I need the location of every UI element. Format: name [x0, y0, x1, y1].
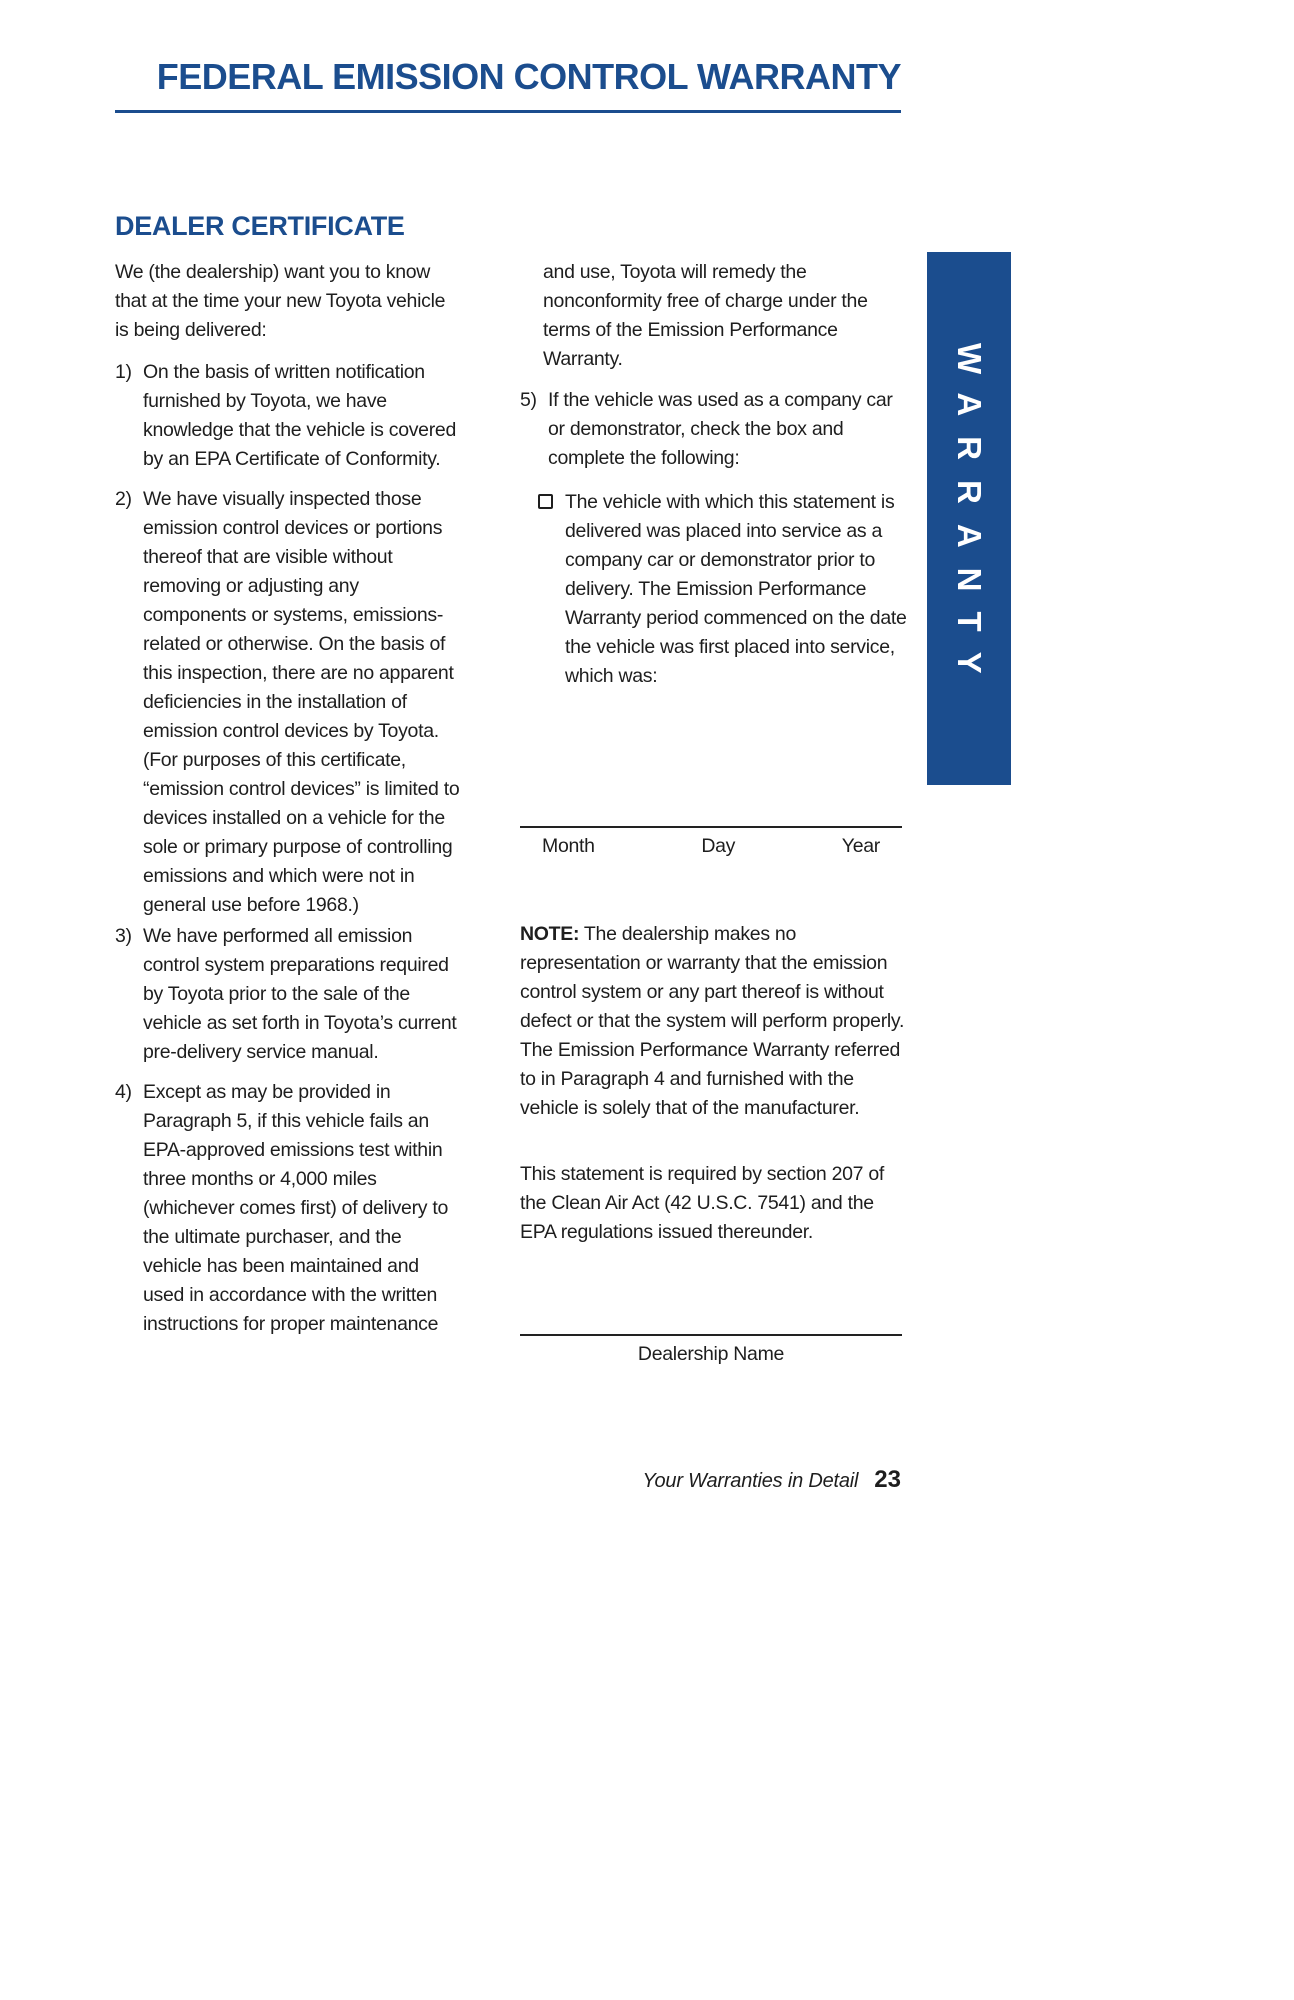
- date-entry-block: [520, 826, 902, 858]
- item-4-number: 4): [115, 1081, 132, 1103]
- item-3-number: 3): [115, 925, 132, 947]
- list-item-4: [115, 1078, 463, 1339]
- date-labels: [520, 835, 902, 858]
- checkbox-icon[interactable]: [538, 494, 553, 509]
- warranty-side-tab: [927, 252, 1011, 785]
- page-footer: [115, 1466, 901, 1494]
- note-text: The dealership makes no representation or warranty that the emission control system or any part thereof is without defect or that the system will perform properly. The Emission Performance Warranty referred to in Paragraph 4 and furnished with the vehicle is solely that of the manufacturer.: [520, 923, 905, 1119]
- note-label: NOTE:: [520, 923, 580, 945]
- item-4-continuation: and use, Toyota will remedy the nonconformity free of charge under the terms of the Emission Performance Warranty.: [543, 261, 868, 370]
- item-1-text: On the basis of written notification furnished by Toyota, we have knowledge that the vehicle is covered by an EPA Certificate of Conformity.: [143, 361, 457, 470]
- item-1-number: 1): [115, 361, 132, 383]
- item-5-number: 5): [520, 389, 537, 411]
- note-paragraph: [520, 920, 908, 1123]
- month-label: Month: [542, 835, 595, 857]
- list-item-3: [115, 922, 463, 1067]
- day-label: Day: [701, 835, 736, 857]
- dealership-signature-block: [520, 1334, 902, 1366]
- title-divider: [115, 110, 901, 113]
- list-item-2: [115, 485, 463, 920]
- item-4-text: Except as may be provided in Paragraph 5, if this vehicle fails an EPA-approved emissions test within three months or 4,000 miles (whichever comes first) of delivery to the ultimate purchaser, and the vehicle has been maintained and used in accordance with the written instructions for proper maintenance: [143, 1081, 449, 1335]
- year-label: Year: [841, 835, 880, 857]
- page-title: FEDERAL EMISSION CONTROL WARRANTY: [156, 56, 901, 97]
- item-2-number: 2): [115, 488, 132, 510]
- list-item-5: [520, 386, 908, 473]
- dealership-name-label: Dealership Name: [637, 1343, 785, 1365]
- intro-paragraph: We (the dealership) want you to know that at the time your new Toyota vehicle is being delivered:: [115, 261, 446, 341]
- company-car-checkbox-row: [520, 488, 908, 691]
- footer-title: Your Warranties in Detail: [642, 1470, 859, 1492]
- warranty-tab-label: WARRANTY: [951, 343, 988, 694]
- checkbox-statement: The vehicle with which this statement is delivered was placed into service as a company car or demonstrator prior to delivery. The Emission Performance Warranty period commenced on the date the vehicle was first placed into service, which was:: [565, 491, 907, 687]
- page-number: 23: [874, 1466, 901, 1493]
- item-3-text: We have performed all emission control system preparations required by Toyota prior to the sale of the vehicle as set forth in Toyota’s current pre-delivery service manual.: [143, 925, 457, 1063]
- item-2-text: We have visually inspected those emission control devices or portions thereof that are visible without removing or adjusting any components or systems, emissions-related or otherwise. On the basis of this inspection, there are no apparent deficiencies in the installation of emission control devices by Toyota. (For purposes of this certificate, “emission control devices” is limited to devices installed on a vehicle for the sole or primary purpose of controlling emissions and which were not in general use before 1968.): [143, 488, 460, 916]
- statement-paragraph: This statement is required by section 207 of the Clean Air Act (42 U.S.C. 7541) and the EPA regulations issued thereunder.: [520, 1163, 884, 1243]
- list-item-1: [115, 358, 463, 474]
- section-heading: DEALER CERTIFICATE: [115, 211, 405, 241]
- item-5-text: If the vehicle was used as a company car or demonstrator, check the box and complete the following:: [548, 389, 893, 469]
